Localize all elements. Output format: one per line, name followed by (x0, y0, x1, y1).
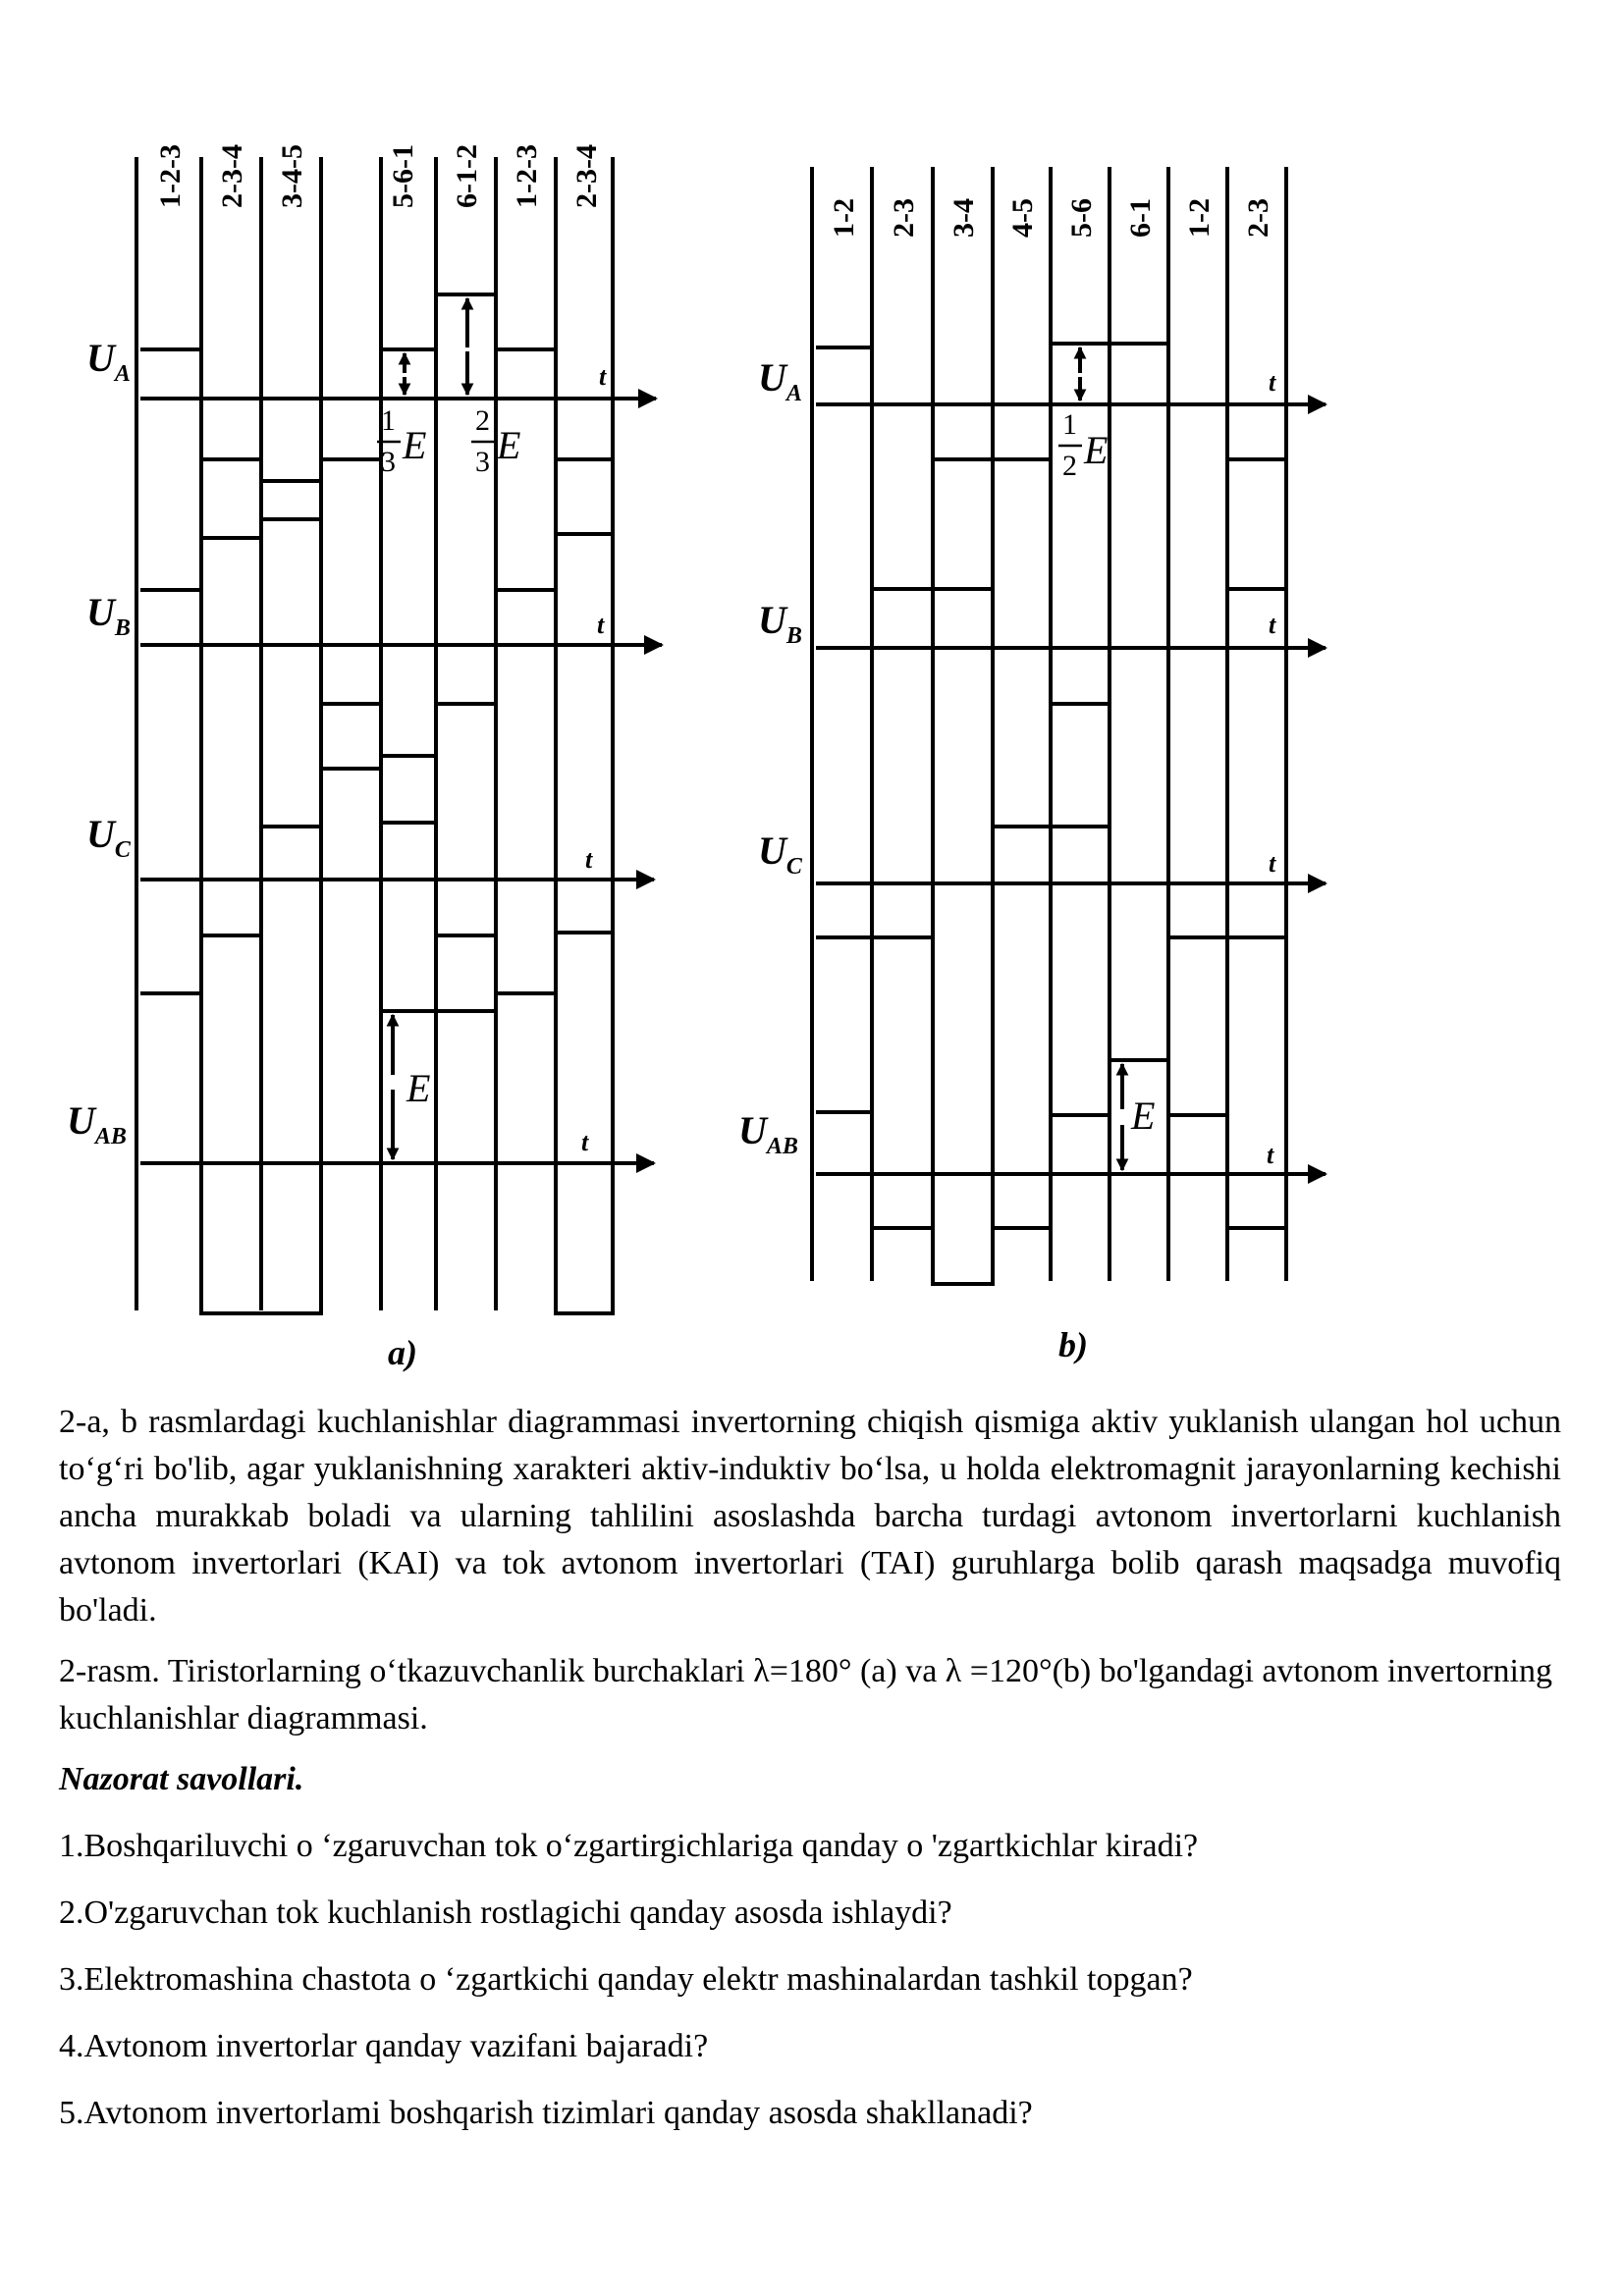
segment-label: 6-1-2 (451, 144, 483, 208)
segment-label: 2-3 (888, 198, 920, 238)
time-label: t (1269, 368, 1276, 397)
time-label: t (585, 845, 593, 874)
time-label: t (581, 1128, 589, 1156)
svg-text:3: 3 (381, 446, 396, 478)
segment-label: 1-2 (828, 198, 860, 238)
signal-label-uc: UC (86, 812, 131, 863)
signal-label-ub: UB (758, 598, 802, 649)
time-label: t (1269, 611, 1276, 639)
segment-label: 2-3 (1242, 198, 1274, 238)
time-label: t (1269, 849, 1276, 878)
panel-b-uab-trace (738, 1060, 1326, 1284)
signal-label-ub: UB (86, 590, 131, 641)
panel-b-uc-trace (758, 827, 1326, 937)
panel-a-ub-trace (86, 481, 662, 756)
time-label: t (599, 362, 607, 391)
signal-label-uab: UAB (738, 1108, 798, 1159)
section-title: Nazorat savollari. (59, 1761, 304, 1797)
question-item: 1.Boshqariluvchi o ‘zgaruvchan tok o‘zgartirgichlariga qanday o 'zgartkichlar kiradi? (59, 1828, 1199, 1864)
segment-label: 5-6 (1065, 198, 1098, 238)
svg-text:1: 1 (381, 404, 396, 437)
segment-label: 3-4 (947, 198, 980, 238)
segment-label: 3-4-5 (276, 144, 308, 208)
question-item: 5.Avtonom invertorlami boshqarish tizimlari qanday asosda shakllanadi? (59, 2095, 1033, 2131)
text-block (59, 1399, 1561, 2157)
fraction-one-third (377, 404, 426, 478)
svg-text:3: 3 (475, 446, 490, 478)
panel-a-lane-lines (136, 157, 613, 1310)
segment-label: 1-2-3 (154, 144, 187, 208)
signal-label-uc: UC (758, 828, 802, 880)
e-label: E (1131, 1094, 1156, 1138)
time-label: t (597, 611, 605, 639)
segment-label: 4-5 (1006, 198, 1039, 238)
panel-b-ua-trace (758, 344, 1326, 459)
panel-b-label: b) (1058, 1325, 1088, 1364)
e-label: E (406, 1066, 431, 1110)
segment-label: 2-3-4 (216, 144, 248, 208)
svg-text:E: E (497, 423, 521, 467)
signal-label-uab: UAB (67, 1098, 127, 1149)
segment-label: 6-1 (1124, 198, 1157, 238)
panel-a (67, 144, 662, 1372)
panel-b-annotations (1058, 347, 1155, 1170)
svg-text:2: 2 (1062, 450, 1077, 482)
figure-caption: 2-rasm. Tiristorlarning o‘tkazuvchanlik burchaklari λ=180° (a) va λ =120°(b) bo'lgandagi avtonom invertorning kuchlanishlar diagrammasi. (59, 1653, 1552, 1736)
question-item: 2.O'zgaruvchan tok kuchlanish rostlagichi qanday asosda ishlaydi? (59, 1895, 952, 1931)
panel-a-segment-labels (154, 144, 603, 208)
panel-b (738, 167, 1326, 1364)
panel-a-uab-trace (67, 1011, 654, 1313)
panel-a-uc-trace (86, 769, 654, 993)
body-paragraph: 2-a, b rasmlardagi kuchlanishlar diagrammasi invertorning chiqish qismiga aktiv yuklanish ulangan hol uchun to‘g‘ri bo'lib, agar yuklanishning xarakteri aktiv-induktiv bo‘lsa, u holda elektromagnit jarayonlarning kechishi ancha murakkab boladi va ularning tahlilini asoslashda barcha turdagi avtonom invertorlarni kuchlanish avtonom invertorlari (KAI) va tok avtonom invertorlari (TAI) guruhlarga bolib qarash maqsadga muvofiq bo'ladi. (59, 1404, 1561, 1629)
svg-text:1: 1 (1062, 408, 1077, 441)
fraction-one-half (1058, 408, 1108, 482)
panel-a-annotations (377, 298, 520, 1159)
panel-a-label: a) (388, 1333, 417, 1372)
segment-label: 1-2 (1183, 198, 1216, 238)
signal-label-ua: UA (758, 355, 802, 406)
svg-text:2: 2 (475, 404, 490, 437)
svg-text:E: E (1084, 428, 1109, 472)
segment-label: 2-3-4 (570, 144, 603, 208)
time-label: t (1267, 1141, 1274, 1169)
panel-a-ua-trace (86, 294, 656, 519)
panel-b-ub-trace (758, 589, 1326, 704)
question-item: 4.Avtonom invertorlar qanday vazifani bajaradi? (59, 2028, 709, 2064)
segment-label: 5-6-1 (387, 144, 419, 208)
question-item: 3.Elektromashina chastota o ‘zgartkichi qanday elektr mashinalardan tashkil topgan? (59, 1961, 1193, 1998)
segment-label: 1-2-3 (511, 144, 543, 208)
svg-text:E: E (403, 423, 427, 467)
signal-label-ua: UA (86, 336, 131, 387)
